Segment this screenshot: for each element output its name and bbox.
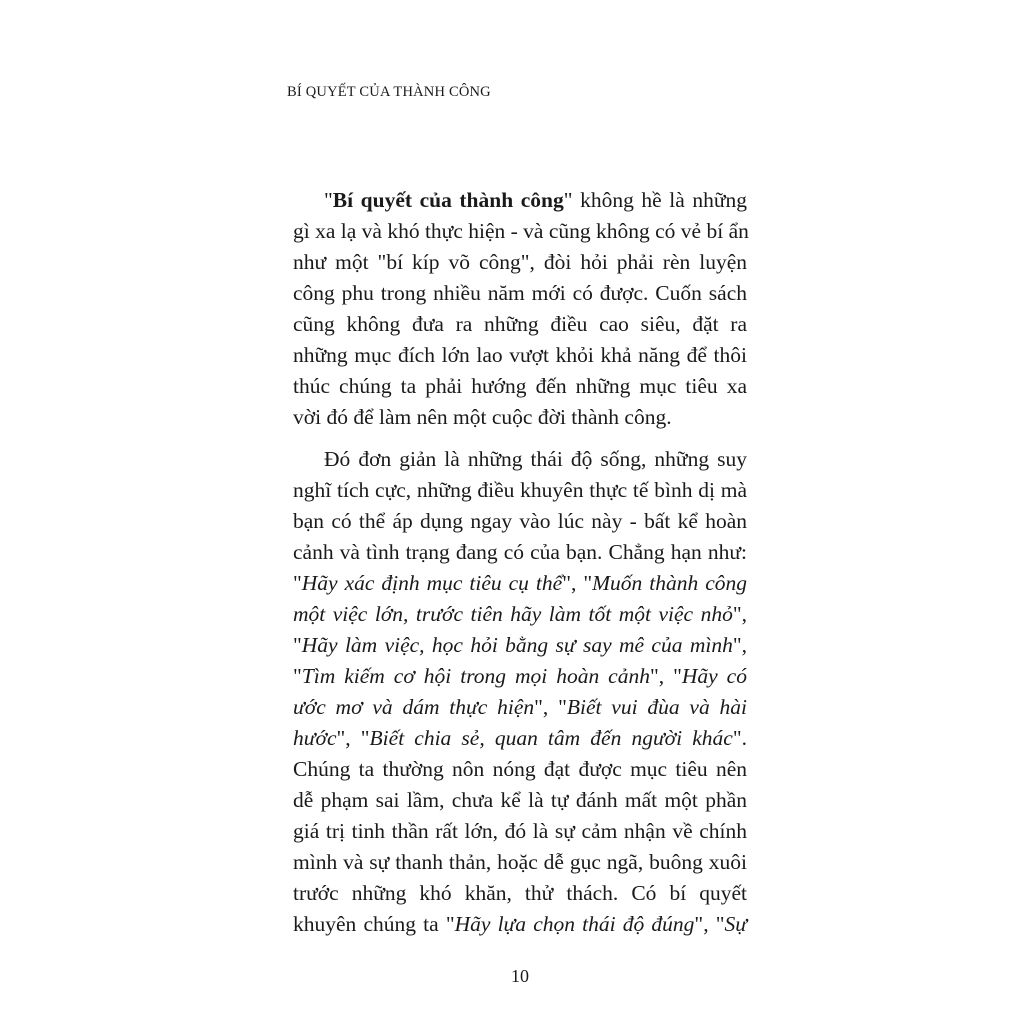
text-segment: trước những khó khăn, thử thách. Có bí quyết — [293, 881, 747, 905]
text-segment: Hãy lựa chọn thái độ đúng — [454, 912, 695, 936]
text-segment: bạn có thể áp dụng ngay vào lúc này - bất kể hoàn — [293, 509, 747, 533]
text-segment: ước mơ và dám thực hiện — [293, 695, 535, 719]
paragraph — [293, 185, 747, 433]
text-line — [293, 402, 747, 433]
text-line — [293, 506, 747, 537]
text-segment: Tìm kiếm cơ hội trong mọi hoàn cảnh — [301, 664, 650, 688]
text-line — [293, 754, 747, 785]
text-segment: " — [293, 664, 302, 688]
text-line — [293, 444, 747, 475]
text-segment: dễ phạm sai lầm, chưa kể là tự đánh mất một phần — [293, 788, 747, 812]
text-segment: Muốn thành công — [592, 571, 748, 595]
text-line — [293, 568, 747, 599]
text-segment: ", " — [649, 664, 682, 688]
text-line — [293, 475, 747, 506]
text-line — [293, 309, 747, 340]
text-segment: công phu trong nhiều năm mới có được. Cuốn sách — [293, 281, 747, 305]
text-segment: nghĩ tích cực, những điều khuyên thực tế bình dị mà — [293, 478, 747, 502]
text-segment: mình và sự thanh thản, hoặc dễ gục ngã, buông xuôi — [293, 850, 747, 874]
text-line — [293, 216, 747, 247]
text-segment: thúc chúng ta phải hướng đến những mục tiêu xa — [293, 374, 747, 398]
running-header-title: BÍ QUYẾT CỦA THÀNH CÔNG — [287, 84, 491, 100]
text-line — [293, 185, 747, 216]
text-line — [293, 909, 747, 940]
text-segment: ". — [732, 726, 747, 750]
text-line — [293, 537, 747, 568]
text-segment: ", " — [694, 912, 725, 936]
text-segment: ", — [732, 602, 747, 626]
text-line — [293, 278, 747, 309]
text-segment: như một "bí kíp võ công", đòi hỏi phải rèn luyện — [293, 250, 747, 274]
text-segment: Hãy làm việc, học hỏi bằng sự say mê của mình — [301, 633, 733, 657]
text-line — [293, 247, 747, 278]
text-line — [293, 785, 747, 816]
text-segment: cảnh và tình trạng đang có của bạn. Chẳng hạn như: — [293, 540, 747, 564]
text-line — [293, 816, 747, 847]
text-segment: hước — [293, 726, 337, 750]
text-segment: Sự — [724, 912, 747, 936]
text-segment: " không hề là những — [563, 188, 747, 212]
text-segment: ", " — [534, 695, 567, 719]
text-segment: Đó đơn giản là những thái độ sống, những suy — [324, 447, 747, 471]
text-line — [293, 340, 747, 371]
paragraph-gap — [293, 433, 747, 444]
text-segment: ", " — [336, 726, 370, 750]
text-segment: giá trị tinh thần rất lớn, đó là sự cảm nhận về chính — [293, 819, 747, 843]
text-segment: ", " — [562, 571, 593, 595]
text-line — [293, 847, 747, 878]
text-line — [293, 599, 747, 630]
text-segment: những mục đích lớn lao vượt khỏi khả năng để thôi — [293, 343, 747, 367]
text-segment: " — [293, 571, 302, 595]
text-line — [293, 630, 747, 661]
text-segment: gì xa lạ và khó thực hiện - và cũng không có vẻ bí ẩn — [293, 219, 749, 243]
body-text — [293, 185, 747, 940]
page-number: 10 — [511, 966, 529, 986]
text-line — [293, 878, 747, 909]
text-segment: Biết chia sẻ, quan tâm đến người khác — [369, 726, 733, 750]
text-segment: một việc lớn, trước tiên hãy làm tốt một việc nhỏ — [293, 602, 733, 626]
text-segment: " — [293, 633, 302, 657]
text-line — [293, 371, 747, 402]
text-segment: Hãy có — [681, 664, 747, 688]
text-segment: Hãy xác định mục tiêu cụ thể — [301, 571, 563, 595]
text-line — [293, 661, 747, 692]
text-segment: cũng không đưa ra những điều cao siêu, đặt ra — [293, 312, 747, 336]
text-segment: Bí quyết của thành công — [332, 188, 564, 212]
text-segment: ", — [732, 633, 747, 657]
text-segment: khuyên chúng ta " — [293, 912, 455, 936]
text-segment: " — [324, 188, 333, 212]
text-line — [293, 692, 747, 723]
text-segment: Biết vui đùa và hài — [566, 695, 748, 719]
paragraph — [293, 444, 747, 940]
text-segment: vời đó để làm nên một cuộc đời thành công. — [293, 405, 672, 429]
text-line — [293, 723, 747, 754]
text-segment: Chúng ta thường nôn nóng đạt được mục tiêu nên — [293, 757, 747, 781]
